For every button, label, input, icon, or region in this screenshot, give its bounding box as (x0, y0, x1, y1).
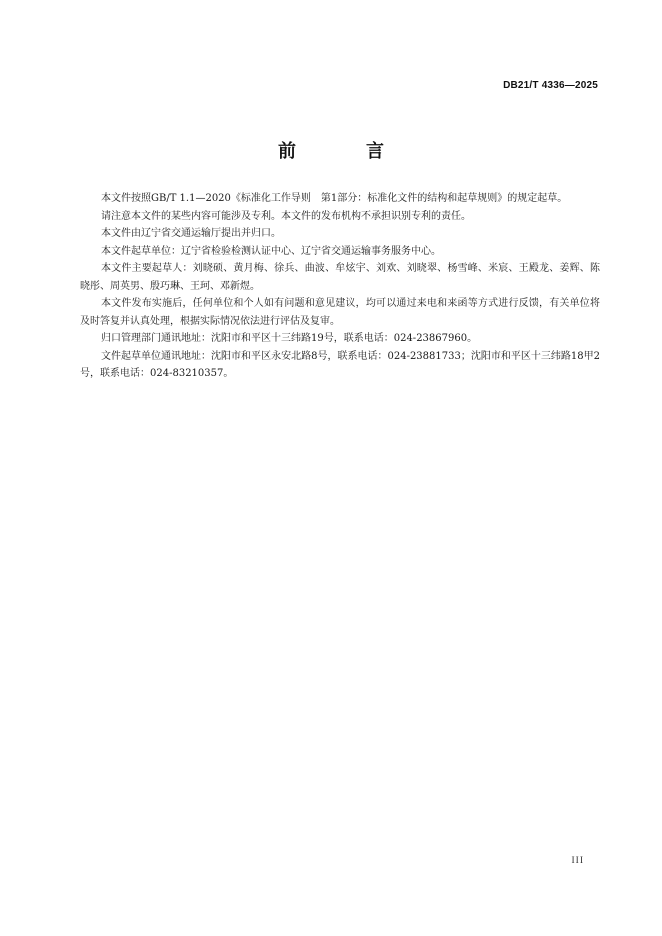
document-code: DB21/T 4336—2025 (503, 80, 598, 91)
paragraph-drafting-rules: 本文件按照GB/T 1.1—2020《标准化工作导则 第1部分：标准化文件的结构和起草规则》的规定起草。 (101, 193, 568, 204)
foreword-body (80, 190, 600, 383)
paragraph-patent-notice: 请注意本文件的某些内容可能涉及专利。本文件的发布机构不承担识别专利的责任。 (101, 210, 471, 222)
paragraph-authority-address: 归口管理部门通讯地址：沈阳市和平区十三纬路19号，联系电话：024-23867960。 (101, 333, 478, 344)
paragraph-feedback: 本文件发布实施后，任何单位和个人如有问题和意见建议，均可以通过来电和来函等方式进行反馈，有关单位将及时答复并认真处理，根据实际情况依法进行评估及复审。 (80, 298, 600, 327)
page-title: 前 言 (278, 141, 410, 162)
paragraph-drafting-units: 本文件起草单位：辽宁省检验检测认证中心、辽宁省交通运输事务服务中心。 (101, 245, 441, 257)
page-number: III (571, 856, 584, 866)
paragraph-drafters: 本文件主要起草人：刘晓硕、黄月梅、徐兵、曲波、牟炫宇、刘欢、刘晓翠、杨雪峰、米宸、王殿龙、姜辉、陈晓彤、周英男、殷巧琳、王珂、邓新煜。 (80, 263, 600, 292)
paragraph-proposer: 本文件由辽宁省交通运输厅提出并归口。 (101, 228, 281, 239)
paragraph-drafter-address: 文件起草单位通讯地址：沈阳市和平区永安北路8号，联系电话：024-23881733；沈阳市和平区十三纬路18甲2号，联系电话：024-83210357。 (80, 350, 600, 379)
